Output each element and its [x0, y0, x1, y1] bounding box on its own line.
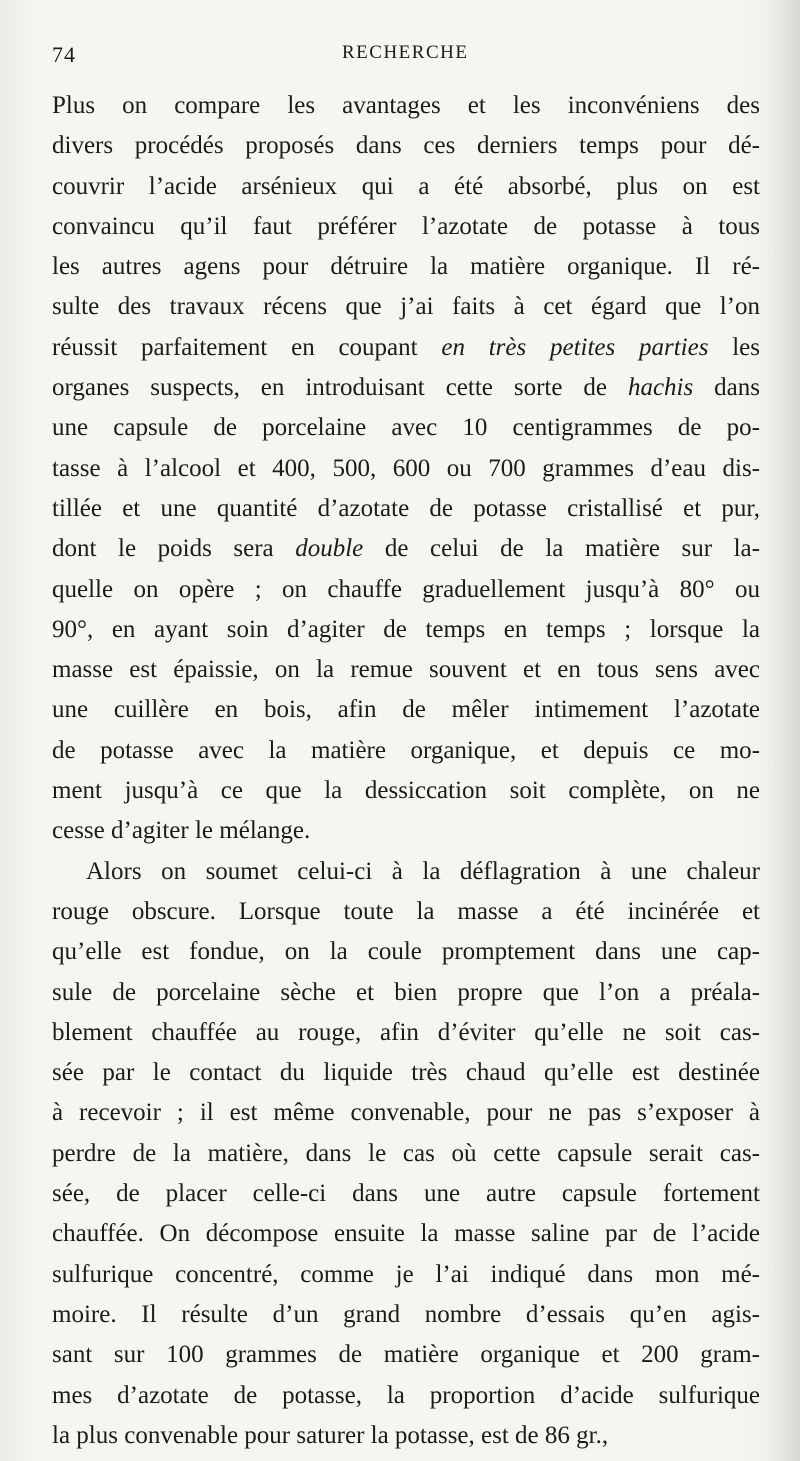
text-line: [52, 529, 760, 569]
italic-text: hachis: [627, 374, 694, 402]
text-line: [52, 1093, 760, 1133]
text-line: [52, 1214, 760, 1254]
text-run: sée par le contact du liquide très chaud qu’elle est destinée: [52, 1059, 760, 1087]
text-run: convaincu qu’il faut préférer l’azotate de potasse à tous: [52, 212, 760, 240]
text-run: dans: [693, 374, 760, 402]
text-line: [52, 207, 760, 247]
text-line: [52, 932, 760, 972]
text-run: de celui de la matière sur la-: [363, 535, 760, 563]
text-line: [52, 126, 760, 166]
text-line: [52, 650, 760, 690]
text-run: organes suspects, en introduisant cette sorte de: [52, 374, 628, 402]
text-line: [52, 1053, 760, 1093]
text-line: [52, 852, 760, 892]
running-title: RECHERCHE: [342, 42, 469, 63]
text-run: une cuillère en bois, afin de mêler intimement l’azotate: [52, 696, 760, 724]
page-edge-shadow: [770, 0, 800, 1461]
text-run: les: [708, 333, 760, 361]
text-run: quelle on opère ; on chauffe graduellement jusqu’à 80° ou: [52, 575, 760, 603]
text-run: Plus on compare les avantages et les inconvéniens des: [52, 92, 760, 119]
text-line: [52, 489, 760, 529]
text-line: [52, 1295, 760, 1335]
text-line: [52, 731, 760, 771]
text-line: [52, 408, 760, 448]
text-run: tillée et une quantité d’azotate de potasse cristallisé et pur,: [52, 494, 760, 522]
text-run: chauffée. On décompose ensuite la masse saline par de l’acide: [52, 1220, 760, 1248]
page-number: 74: [52, 42, 76, 67]
text-run: de potasse avec la matière organique, et depuis ce mo-: [52, 736, 760, 764]
text-run: divers procédés proposés dans ces derniers temps pour dé-: [52, 132, 760, 160]
text-line: [52, 771, 760, 811]
text-run: une capsule de porcelaine avec 10 centigrammes de po-: [52, 414, 760, 442]
text-run: qu’elle est fondue, on la coule promptement dans une cap-: [52, 938, 760, 966]
italic-text: double: [295, 535, 364, 563]
text-line: [52, 892, 760, 932]
text-line: [52, 570, 760, 610]
text-run: sant sur 100 grammes de matière organique et 200 gram-: [52, 1341, 760, 1369]
text-run: moire. Il résulte d’un grand nombre d’essais qu’en agis-: [52, 1300, 760, 1328]
text-line: [52, 1416, 760, 1456]
text-line: [52, 449, 760, 489]
text-run: réussit parfaitement en coupant: [52, 333, 442, 361]
text-run: sulfurique concentré, comme je l’ai indiqué dans mon mé-: [52, 1260, 760, 1288]
text-line: [52, 1376, 760, 1416]
text-run: cesse d’agiter le mélange.: [52, 817, 311, 845]
text-run: mes d’azotate de potasse, la proportion d’acide sulfurique: [52, 1381, 760, 1409]
text-run: ment jusqu’à ce que la dessiccation soit complète, on ne: [52, 777, 760, 805]
text-line: [52, 690, 760, 730]
text-line: [52, 1255, 760, 1295]
text-line: [52, 328, 760, 368]
text-run: rouge obscure. Lorsque toute la masse a été incinérée et: [52, 897, 760, 925]
text-line: [52, 86, 760, 126]
text-run: sulte des travaux récens que j’ai faits à cet égard que l’on: [52, 293, 760, 321]
text-run: les autres agens pour détruire la matière organique. Il ré-: [52, 253, 760, 281]
text-run: tasse à l’alcool et 400, 500, 600 ou 700 grammes d’eau dis-: [52, 454, 760, 482]
text-run: masse est épaissie, on la remue souvent et en tous sens avec: [52, 656, 760, 684]
text-line: [52, 610, 760, 650]
text-line: [52, 1134, 760, 1174]
text-line: [52, 1174, 760, 1214]
text-run: sée, de placer celle-ci dans une autre capsule fortement: [52, 1180, 760, 1208]
text-run: sule de porcelaine sèche et bien propre que l’on a préala-: [52, 978, 760, 1006]
text-line: [52, 247, 760, 287]
text-line: [52, 811, 760, 851]
text-run: la plus convenable pour saturer la potasse, est de 86 gr.,: [52, 1421, 609, 1449]
text-line: [52, 1335, 760, 1375]
text-run: dont le poids sera: [52, 535, 296, 563]
body-text: [52, 86, 760, 1456]
text-run: Alors on soumet celui-ci à la déflagration à une chaleur: [86, 857, 760, 885]
text-run: perdre de la matière, dans le cas où cette capsule serait cas-: [52, 1139, 760, 1167]
text-line: [52, 287, 760, 327]
text-line: [52, 973, 760, 1013]
text-line: [52, 368, 760, 408]
text-line: [52, 167, 760, 207]
text-run: à recevoir ; il est même convenable, pour ne pas s’exposer à: [52, 1099, 760, 1127]
text-line: [52, 1013, 760, 1053]
text-run: blement chauffée au rouge, afin d’éviter qu’elle ne soit cas-: [52, 1018, 760, 1046]
italic-text: en très petites parties: [441, 333, 709, 361]
text-run: couvrir l’acide arsénieux qui a été absorbé, plus on est: [52, 172, 760, 200]
running-head: [52, 42, 752, 72]
text-run: 90°, en ayant soin d’agiter de temps en temps ; lorsque la: [52, 615, 760, 643]
